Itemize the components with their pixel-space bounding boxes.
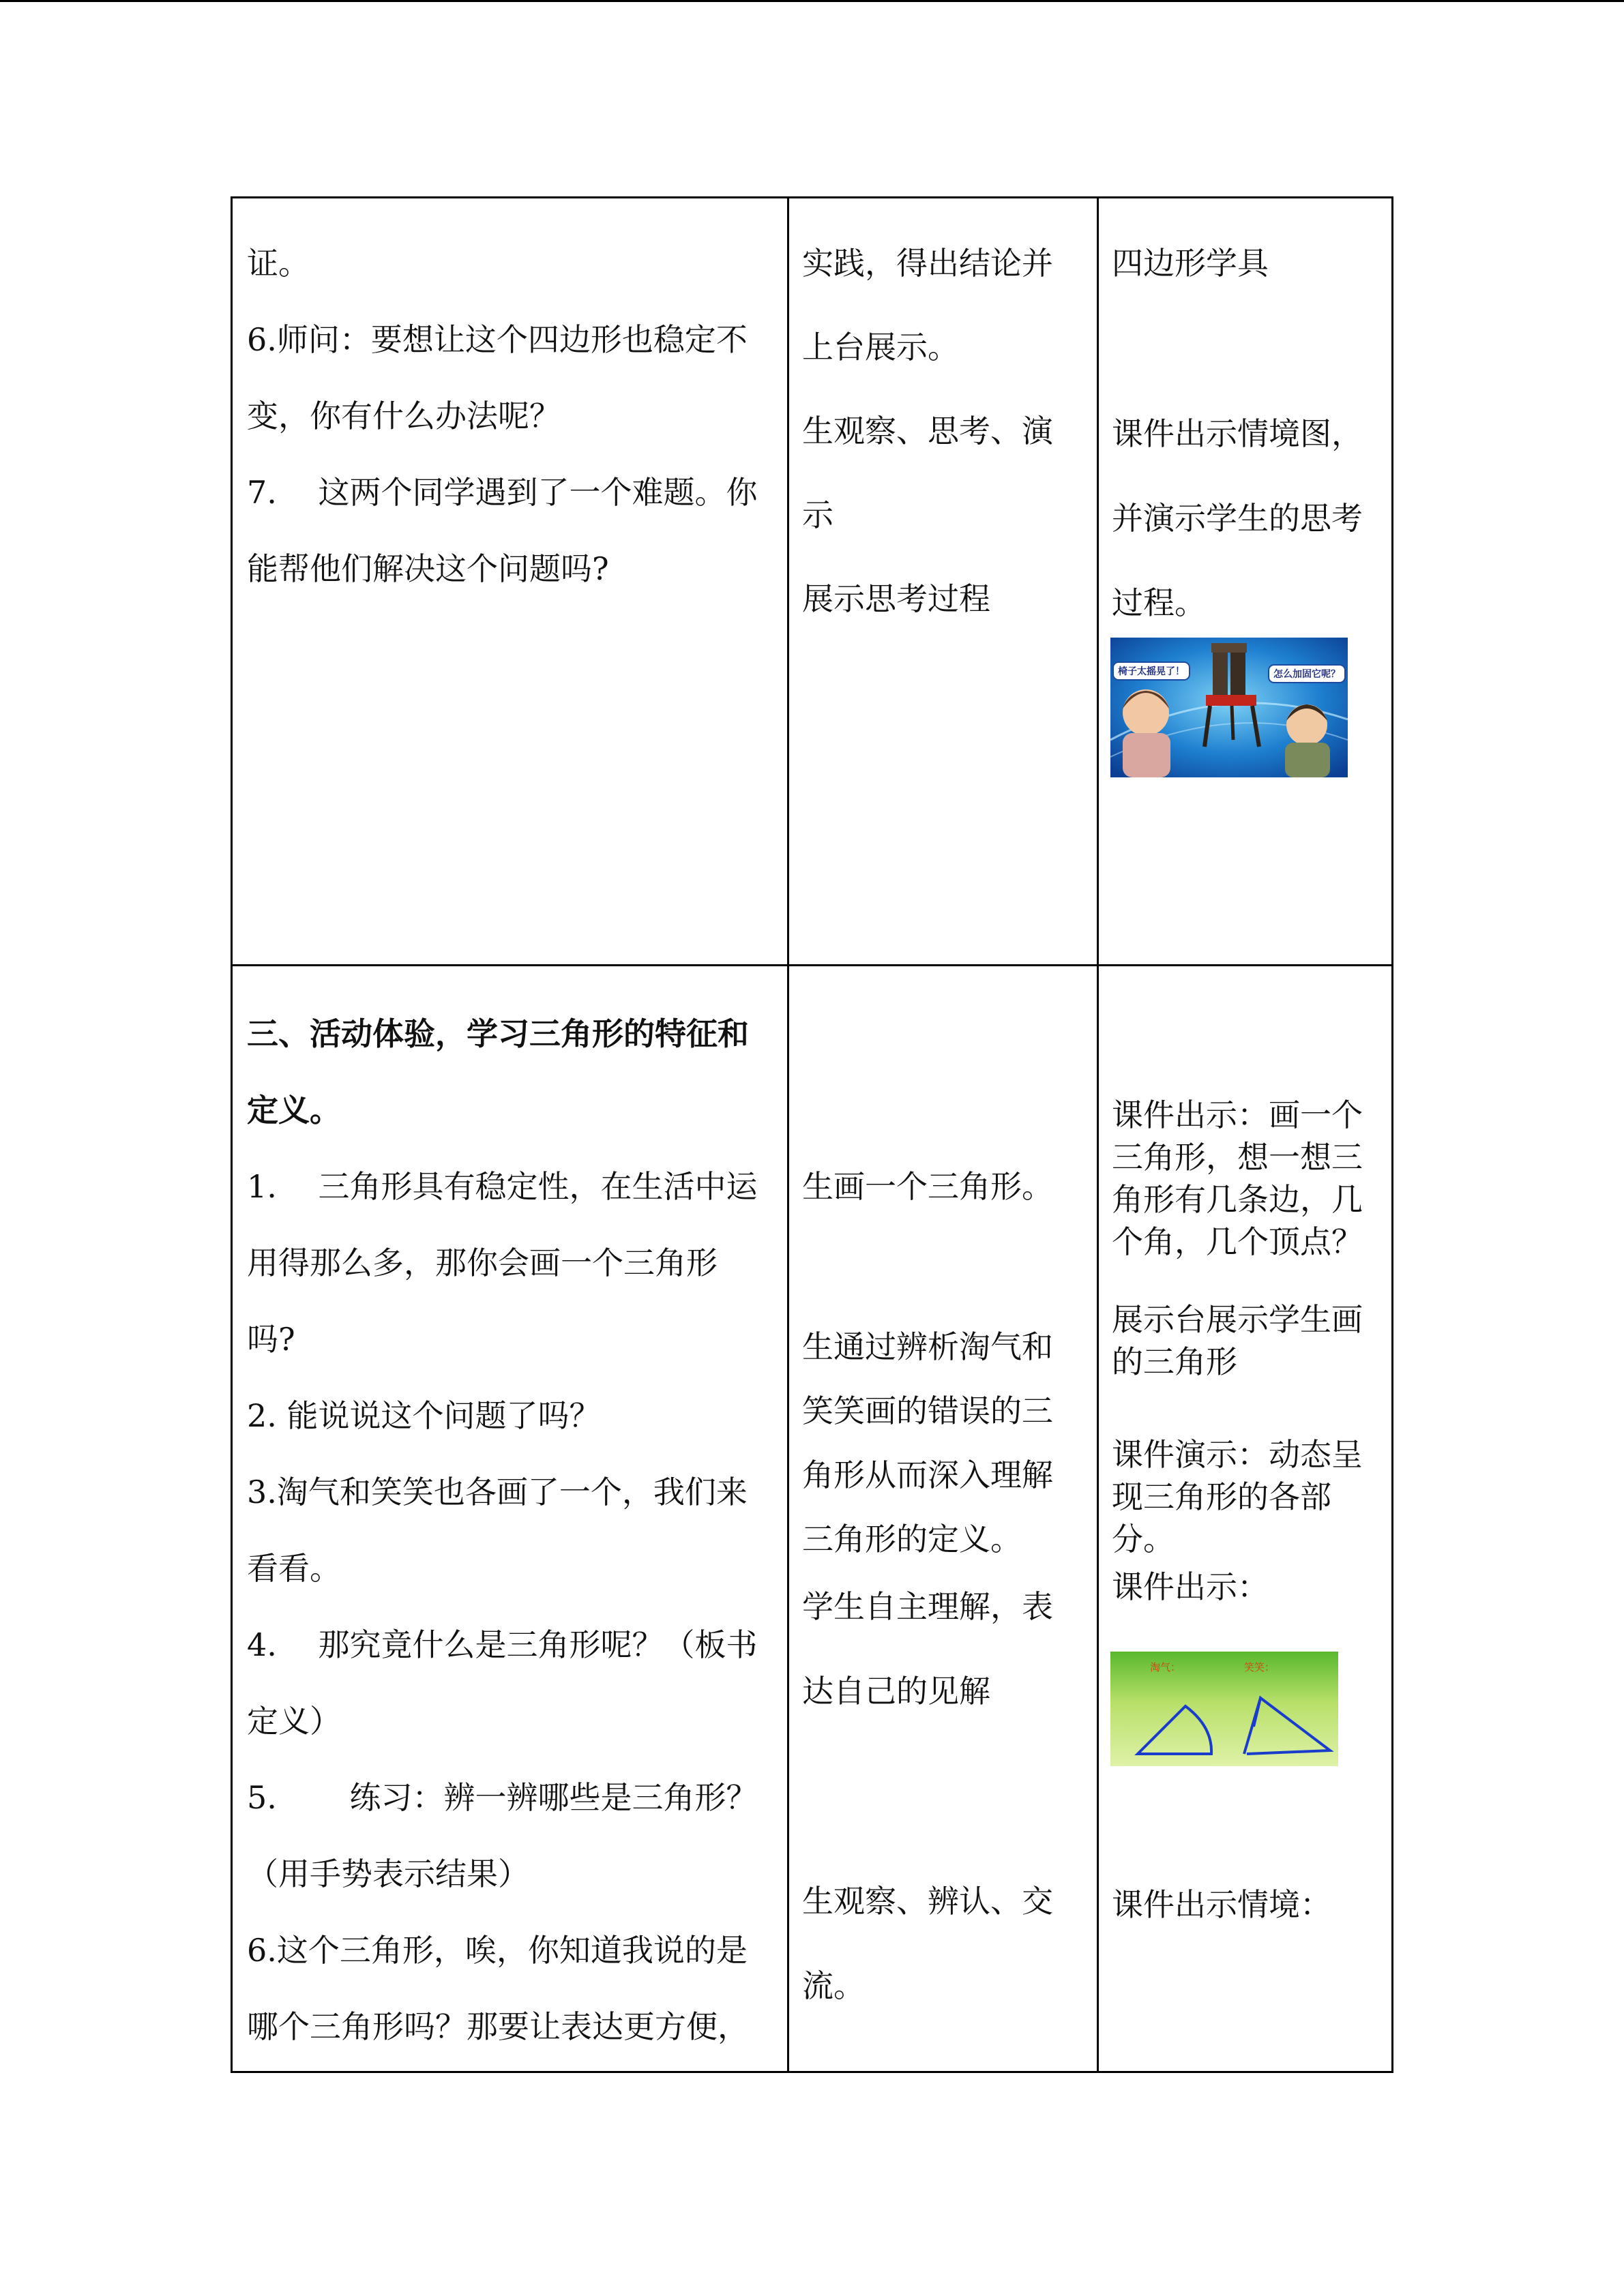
chair-scene-image bbox=[1110, 638, 1348, 777]
text-line: 4. 那究竟什么是三角形呢？（板书 bbox=[247, 1626, 758, 1663]
text-line: 并演示学生的思考 bbox=[1112, 500, 1363, 537]
text-line: 达自己的见解 bbox=[802, 1673, 990, 1710]
text-line: 3.淘气和笑笑也各画了一个，我们来 bbox=[247, 1474, 748, 1510]
text-line: 课件演示：动态呈 bbox=[1112, 1436, 1363, 1473]
text-line: 三角形，想一想三 bbox=[1112, 1139, 1363, 1176]
bubble-text-left: 椅子太摇晃了！ bbox=[1118, 666, 1185, 677]
table-border-left bbox=[231, 196, 233, 2073]
text-line: 四边形学具 bbox=[1112, 245, 1269, 282]
text-line: 定义） bbox=[247, 1703, 341, 1740]
text-line: 示 bbox=[802, 496, 833, 533]
text-line: 笑笑画的错误的三 bbox=[802, 1392, 1053, 1429]
text-line: 生通过辨析淘气和 bbox=[802, 1328, 1053, 1365]
text-line: 流。 bbox=[802, 1967, 865, 2004]
row1-student-text bbox=[802, 221, 1053, 641]
text-line: 课件出示情境图， bbox=[1112, 415, 1363, 452]
text-line: 分。 bbox=[1112, 1521, 1175, 1557]
row2-media-text-d bbox=[1112, 1566, 1269, 1608]
text-line: 课件出示：画一个 bbox=[1112, 1097, 1363, 1133]
row2-process-text bbox=[247, 996, 758, 2065]
text-line: 能帮他们解决这个问题吗? bbox=[247, 550, 609, 587]
table-col-divider-2 bbox=[1097, 196, 1099, 2073]
text-line: 6.这个三角形，唉，你知道我说的是 bbox=[247, 1932, 748, 1969]
label-xiaoxiao: 笑笑： bbox=[1244, 1661, 1275, 1673]
row2-media-text-a bbox=[1112, 1094, 1363, 1263]
text-line: （用手势表示结果） bbox=[247, 1855, 529, 1892]
table-border-top bbox=[231, 196, 1393, 198]
text-line: 生观察、辨认、交 bbox=[802, 1883, 1053, 1920]
text-line: 吗? bbox=[247, 1321, 295, 1358]
label-taoqi: 淘气： bbox=[1150, 1661, 1181, 1673]
student-triangles-image bbox=[1110, 1652, 1338, 1766]
text-line: 展示台展示学生画 bbox=[1112, 1301, 1363, 1338]
text-line: 的三角形 bbox=[1112, 1343, 1237, 1380]
text-line: 实践，得出结论并 bbox=[802, 245, 1053, 282]
text-line: 过程。 bbox=[1112, 584, 1206, 621]
text-line: 角形从而深入理解 bbox=[802, 1457, 1053, 1493]
row1-media-text bbox=[1112, 221, 1269, 305]
bubble-text-right: 怎么加固它呢？ bbox=[1273, 669, 1340, 680]
text-line: 2. 能说说这个问题了吗？ bbox=[247, 1397, 601, 1434]
text-line: 上台展示。 bbox=[802, 329, 959, 366]
text-line: 角形有几条边，几 bbox=[1112, 1181, 1363, 1218]
row2-student-text-d bbox=[802, 1859, 1053, 2028]
text-line: 现三角形的各部 bbox=[1112, 1478, 1331, 1515]
text-line: 展示思考过程 bbox=[802, 580, 990, 617]
text-line: 用得那么多，那你会画一个三角形 bbox=[247, 1244, 718, 1281]
table-border-right bbox=[1391, 196, 1393, 2073]
page-top-rule bbox=[0, 0, 1624, 2]
row1-process-text bbox=[247, 221, 758, 611]
table-row-divider bbox=[231, 964, 1393, 966]
text-line: 7. 这两个同学遇到了一个难题。你 bbox=[247, 474, 758, 511]
text-line: 生观察、思考、演 bbox=[802, 413, 1053, 449]
text-line: 课件出示： bbox=[1112, 1568, 1269, 1605]
text-line: 个角，几个顶点？ bbox=[1112, 1223, 1363, 1260]
text-line: 5. 练习：辨一辨哪些是三角形？ bbox=[247, 1779, 758, 1816]
text-line: 学生自主理解，表 bbox=[802, 1588, 1053, 1625]
text-line: 证。 bbox=[247, 245, 310, 282]
triangles-illustration bbox=[1110, 1652, 1338, 1766]
row2-student-text-c bbox=[802, 1564, 1053, 1733]
row2-media-text-c bbox=[1112, 1433, 1363, 1560]
row2-media-text-e bbox=[1112, 1883, 1331, 1926]
text-line: 生画一个三角形。 bbox=[802, 1168, 1053, 1205]
text-line: 1. 三角形具有稳定性，在生活中运 bbox=[247, 1168, 758, 1205]
row2-student-text-b bbox=[802, 1315, 1053, 1571]
text-line: 变，你有什么办法呢？ bbox=[247, 398, 561, 434]
table-col-divider-1 bbox=[787, 196, 789, 2073]
text-line: 哪个三角形吗？那要让表达更方便， bbox=[247, 2008, 749, 2045]
row2-media-text-b bbox=[1112, 1298, 1363, 1383]
table-border-bottom bbox=[231, 2071, 1393, 2073]
text-line: 三角形的定义。 bbox=[802, 1521, 1022, 1557]
chair-scene-illustration bbox=[1110, 638, 1348, 777]
section-heading: 定义。 bbox=[247, 1092, 341, 1129]
row2-student-text-a bbox=[802, 1148, 1053, 1225]
section-heading: 三、活动体验，学习三角形的特征和 bbox=[247, 1015, 749, 1052]
text-line: 课件出示情境： bbox=[1112, 1886, 1331, 1923]
text-line: 6.师问：要想让这个四边形也稳定不 bbox=[247, 321, 748, 358]
lesson-plan-table bbox=[231, 196, 1393, 2073]
row1-media-text-2 bbox=[1112, 391, 1363, 645]
text-line: 看看。 bbox=[247, 1550, 341, 1587]
